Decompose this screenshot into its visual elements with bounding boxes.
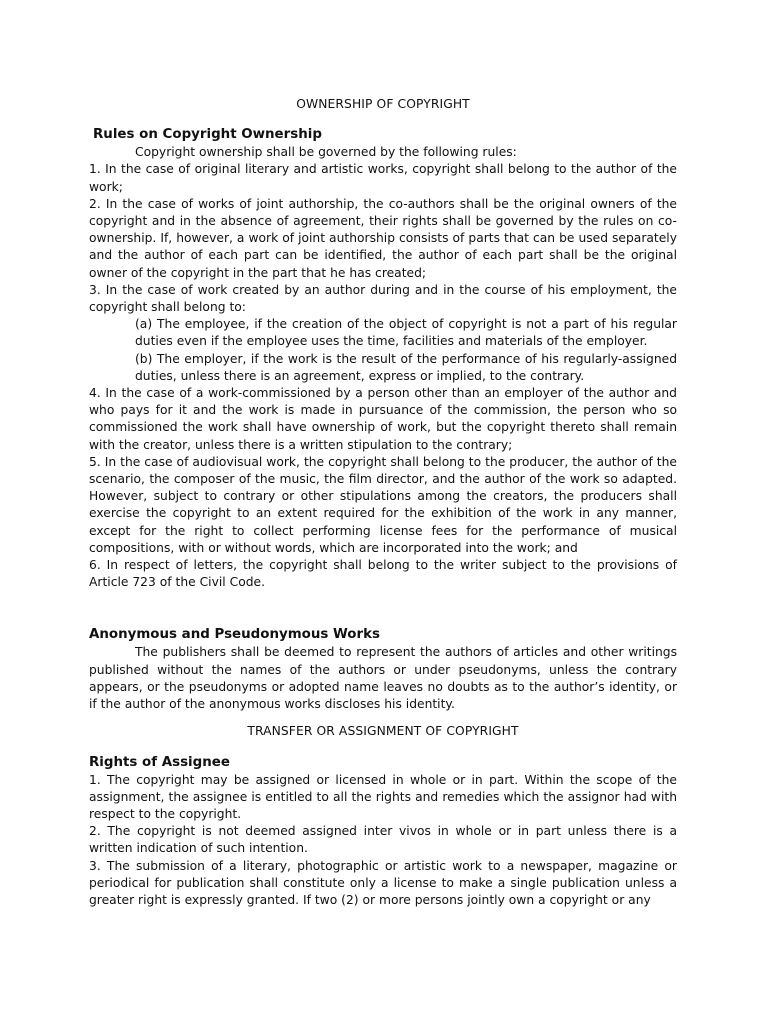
list-item: 3. In the case of work created by an author during and in the course of his employment, the copyright shall belong to: xyxy=(89,282,677,315)
spacer xyxy=(89,591,677,626)
list-item: 2. The copyright is not deemed assigned inter vivos in whole or in part unless there is a written indication of such intention. xyxy=(89,824,677,856)
heading-rules-on-ownership: Rules on Copyright Ownership xyxy=(93,127,322,143)
sub-list-item: (b) The employer, if the work is the result of the performance of his regularly-assigned duties, unless there is an agreement, express or implied, to the contrary. xyxy=(135,351,677,383)
paragraph-intro: Copyright ownership shall be governed by the following rules: xyxy=(135,145,517,160)
list-item: 1. The copyright may be assigned or licensed in whole or in part. Within the scope of the assignment, the assignee is entitled to all the rights and remedies which the assignor had with respect to the copyright. xyxy=(89,772,677,821)
list-item: 5. In the case of audiovisual work, the copyright shall belong to the producer, the author of the scenario, the composer of the music, the film director, and the author of the work so adapted. However, subject to contrary or other stipulations among the creators, the producers shall exercise the copyright to an extent required for the exhibition of the work in any manner, except for the right to collect performing license fees for the performance of musical compositions, with or without words, which are incorporated into the work; and xyxy=(89,454,677,555)
sub-list-item: (a) The employee, if the creation of the object of copyright is not a part of his regular duties even if the employee uses the time, facilities and materials of the employer. xyxy=(135,317,677,349)
list-item: 3. The submission of a literary, photographic or artistic work to a newspaper, magazine or periodical for publication shall constitute only a license to make a single publication unless a greater right is expressly granted. If two (2) or more persons jointly own a copyright or any xyxy=(89,858,677,907)
section-title-ownership: OWNERSHIP OF COPYRIGHT xyxy=(296,97,470,111)
list-item: 6. In respect of letters, the copyright shall belong to the writer subject to the provisions of Article 723 of the Civil Code. xyxy=(89,558,677,590)
list-item: 1. In the case of original literary and artistic works, copyright shall belong to the author of the work; xyxy=(89,162,677,194)
heading-anonymous-works: Anonymous and Pseudonymous Works xyxy=(89,627,380,643)
paragraph-anonymous-works: The publishers shall be deemed to represent the authors of articles and other writings published without the names of the authors or under pseudonyms, unless the contrary appears, or the pseudonyms or adopted name leaves no doubts as to the author’s identity, or if the author of the anonymous works discloses his identity. xyxy=(89,645,677,712)
list-item: 4. In the case of a work-commissioned by a person other than an employer of the author and who pays for it and the work is made in pursuance of the commission, the person who so commissioned the work shall have ownership of work, but the copyright thereto shall remain with the creator, unless there is a written stipulation to the contrary; xyxy=(89,386,677,452)
document-page xyxy=(89,96,677,909)
list-item: 2. In the case of works of joint authorship, the co-authors shall be the original owners of the copyright and in the absence of agreement, their rights shall be governed by the rules on co-ownership. If, however, a work of joint authorship consists of parts that can be used separately and the author of each part can be identified, the author of each part shall be the original owner of the copyright in the part that he has created; xyxy=(89,196,677,280)
heading-rights-of-assignee: Rights of Assignee xyxy=(89,754,230,770)
section-title-transfer: TRANSFER OR ASSIGNMENT OF COPYRIGHT xyxy=(247,724,519,739)
